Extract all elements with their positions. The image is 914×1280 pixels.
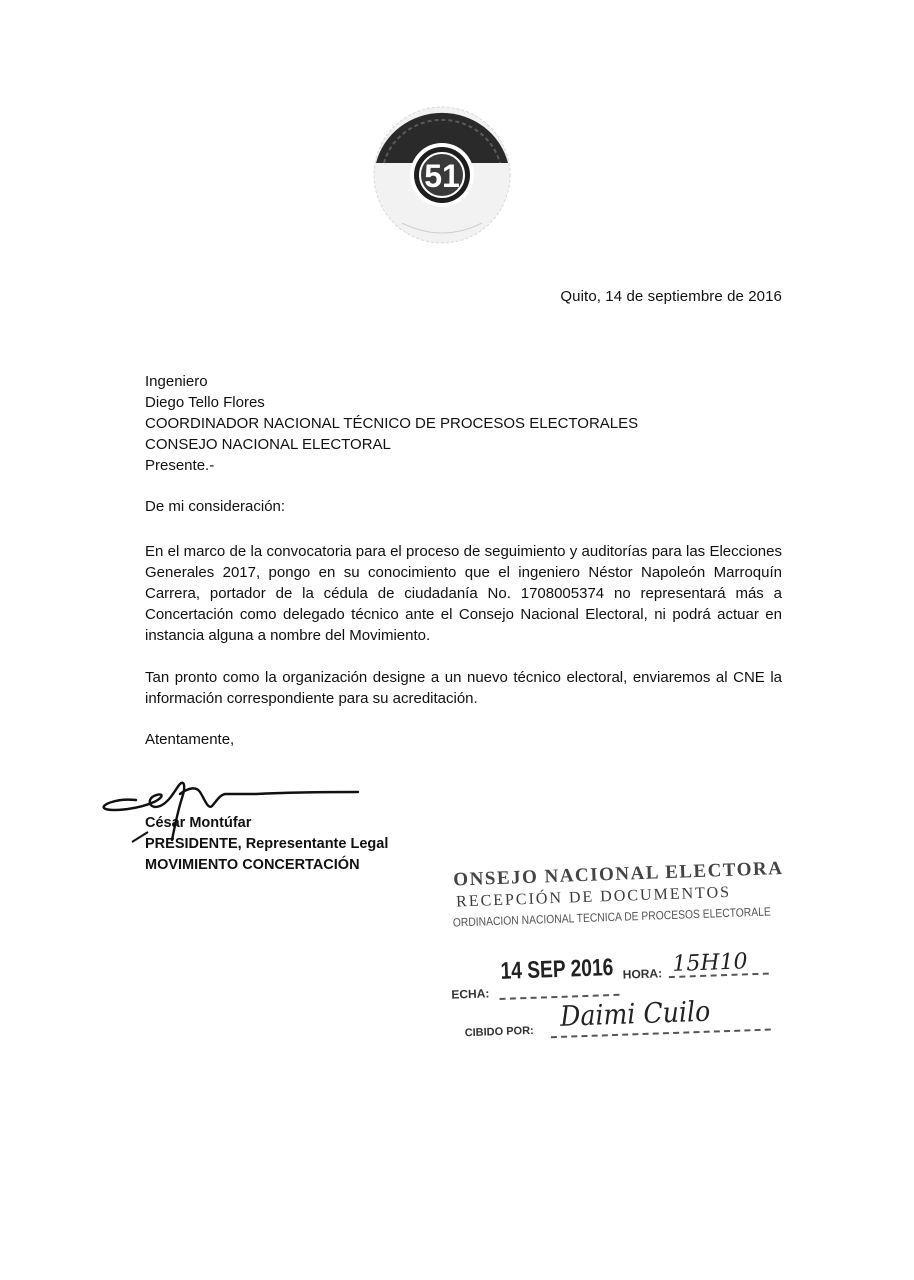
- stamp-fecha-value: 14 SEP 2016: [500, 954, 614, 985]
- recipient-title: Ingeniero: [145, 373, 208, 390]
- salutation: De mi consideración:: [145, 498, 286, 515]
- stamp-department: RECEPCIÓN DE DOCUMENTOS: [455, 883, 732, 911]
- stamp-recibido-value: Daimi Cuilo: [559, 994, 711, 1033]
- stamp-institution: ONSEJO NACIONAL ELECTORA: [452, 858, 784, 891]
- recipient-organization: CONSEJO NACIONAL ELECTORAL: [145, 436, 391, 453]
- stamp-fecha-label: ECHA:: [451, 986, 490, 1002]
- signer-movement: MOVIMIENTO CONCERTACIÓN: [145, 857, 360, 873]
- stamp-hora-value: 15H10: [671, 949, 749, 977]
- closing: Atentamente,: [145, 731, 235, 748]
- reception-stamp: [445, 852, 784, 1053]
- recipient-name: Diego Tello Flores: [145, 394, 265, 411]
- letter-date: Quito, 14 de septiembre de 2016: [560, 288, 782, 305]
- stamp-recibido-label: CIBIDO POR:: [464, 1024, 534, 1040]
- recipient-presente: Presente.-: [145, 457, 215, 474]
- party-logo: [362, 103, 522, 245]
- recipient-position: COORDINADOR NACIONAL TÉCNICO DE PROCESOS ELECTORALES: [145, 415, 639, 432]
- signer-name: César Montúfar: [145, 815, 252, 831]
- stamp-hora-label: HORA:: [622, 966, 663, 982]
- signer-block: [145, 813, 388, 876]
- logo-number: 51: [424, 158, 460, 194]
- signer-role: PRESIDENTE, Representante Legal: [145, 836, 389, 852]
- body-paragraph-1: En el marco de la convocatoria para el proceso de seguimiento y auditorías para las Elecciones Generales 2017, pongo en su conocimiento que el ingeniero Néstor Napoleón Marroquín Carrera, portador de la cédula de ciudadanía No. 1708005374 no representará más a Concertación como delegado técnico ante el Consejo Nacional Electoral, ni podrá actuar en instancia alguna a nombre del Movimiento.: [145, 543, 782, 644]
- recipient-block: [145, 371, 638, 476]
- stamp-unit: ORDINACION NACIONAL TECNICA DE PROCESOS ELECTORALE: [452, 904, 771, 930]
- body-paragraph-2: Tan pronto como la organización designe a un nuevo técnico electoral, enviaremos al CNE la información correspondiente para su acreditación.: [145, 669, 782, 707]
